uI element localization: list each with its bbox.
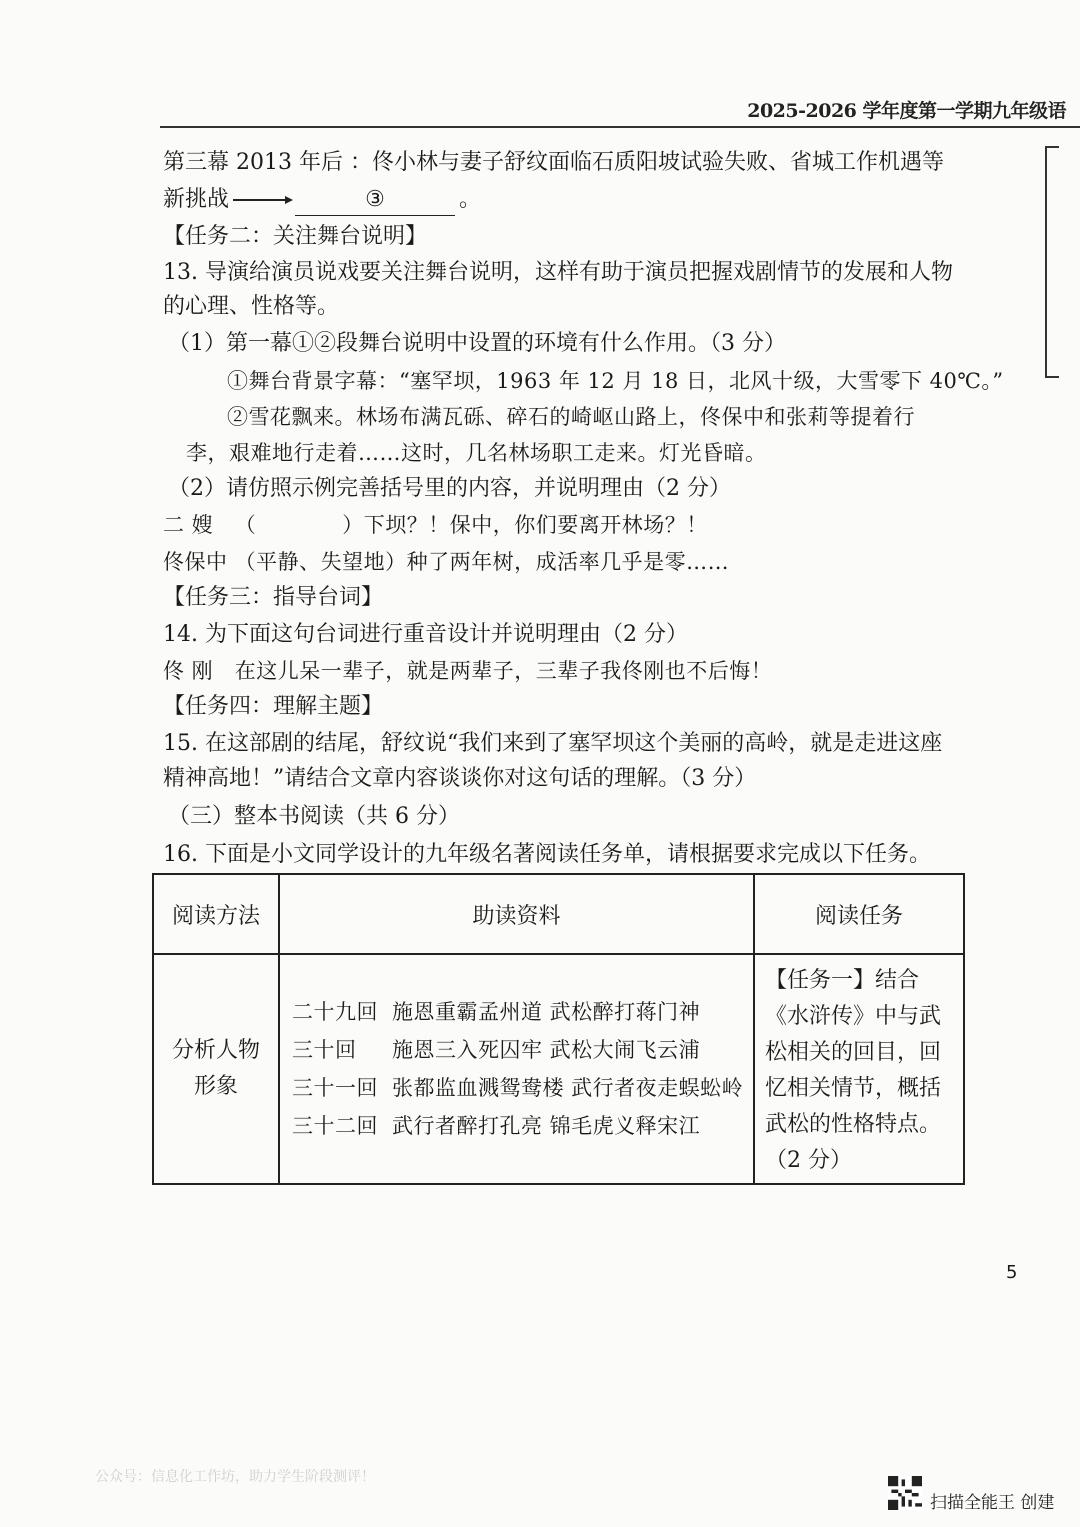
q13-line1: 13. 导演给演员说戏要关注舞台说明，这样有助于演员把握戏剧情节的发展和人物 <box>163 260 953 285</box>
act3-line2 <box>163 185 481 216</box>
table-header-row <box>153 874 964 954</box>
method-line: 分析人物 <box>171 1038 260 1063</box>
chapters-cell <box>279 954 754 1184</box>
q13-sub2: （2）请仿照示例完善括号里的内容，并说明理由（2 分） <box>168 476 731 501</box>
qr-code-icon <box>888 1476 922 1510</box>
chapter-title: 施恩三入死囚牢 武松大闹飞云浦 <box>392 1038 701 1062</box>
header-rule <box>160 126 1080 128</box>
dialog-line-2: 佟保中 （平静、失望地）种了两年树，成活率几乎是零…… <box>163 550 730 574</box>
table-header: 助读资料 <box>279 874 754 954</box>
binding-bracket <box>1045 146 1059 378</box>
table-header: 阅读任务 <box>754 874 964 954</box>
chapter-title: 施恩重霸孟州道 武松醉打蒋门神 <box>392 1000 701 1024</box>
q15-line2: 精神高地！”请结合文章内容谈谈你对这句话的理解。（3 分） <box>163 766 757 791</box>
act3-line2-end: 。 <box>459 187 482 212</box>
answer-blank-3[interactable]: ③ <box>295 185 455 216</box>
chapter-title: 武行者醉打孔亮 锦毛虎义释宋江 <box>392 1114 701 1138</box>
table-row <box>153 954 964 1184</box>
chapter-title: 张都监血溅鸳鸯楼 武行者夜走蜈蚣岭 <box>392 1076 744 1100</box>
table-header: 阅读方法 <box>153 874 279 954</box>
q13-line2: 的心理、性格等。 <box>163 294 340 319</box>
method-line: 形象 <box>193 1074 238 1099</box>
reading-task-table <box>152 873 965 1185</box>
exam-header-title: 2025-2026 学年度第一学期九年级语 <box>747 100 1066 122</box>
q14: 14. 为下面这句台词进行重音设计并说明理由（2 分） <box>163 622 688 647</box>
chapter-item <box>292 1031 752 1069</box>
stage-direction-1: ①舞台背景字幕：“塞罕坝，1963 年 12 月 18 日，北风十级，大雪零下 40℃。” <box>227 369 1004 393</box>
chapter-num: 三十回 <box>292 1038 357 1062</box>
page-number: 5 <box>1006 1262 1018 1283</box>
dialog-line-1: 二 嫂 （ ）下坝？！保中，你们要离开林场？！ <box>163 513 708 537</box>
chapter-num: 二十九回 <box>292 1000 378 1024</box>
method-cell <box>153 954 279 1184</box>
stage-direction-2b: 李，艰难地行走着……这时，几名林场职工走来。灯光昏暗。 <box>186 441 767 465</box>
section3-heading: （三）整本书阅读（共 6 分） <box>168 804 460 829</box>
scanner-credit: 扫描全能王 创建 <box>930 1493 1055 1513</box>
task2-heading: 【任务二：关注舞台说明】 <box>163 224 428 249</box>
chapter-item <box>292 993 752 1031</box>
stage-direction-2a: ②雪花飘来。林场布满瓦砾、碎石的崎岖山路上，佟保中和张莉等提着行 <box>227 405 915 429</box>
script-line: 佟 刚 在这儿呆一辈子，就是两辈子，三辈子我佟刚也不后悔！ <box>163 659 773 683</box>
act3-line2-prefix: 新挑战 <box>163 187 230 212</box>
act3-line1: 第三幕 2013 年后 ：佟小林与妻子舒纹面临石质阳坡试验失败、省城工作机遇等 <box>163 150 944 175</box>
chapter-item <box>292 1069 752 1107</box>
chapter-num: 三十一回 <box>292 1076 378 1100</box>
task-cell: 【任务一】结合《水浒传》中与武松相关的回目，回忆相关情节，概括武松的性格特点。（2 分） <box>754 954 964 1184</box>
chapter-num: 三十二回 <box>292 1114 378 1138</box>
q13-sub1: （1）第一幕①②段舞台说明中设置的环境有什么作用。（3 分） <box>168 331 786 356</box>
arrow-icon <box>233 199 291 201</box>
q16: 16. 下面是小文同学设计的九年级名著阅读任务单，请根据要求完成以下任务。 <box>163 842 931 867</box>
watermark-text: 公众号：信息化工作坊，助力学生阶段测评！ <box>95 1469 375 1485</box>
task4-heading: 【任务四：理解主题】 <box>163 694 384 719</box>
task3-heading: 【任务三：指导台词】 <box>163 585 384 610</box>
chapter-item <box>292 1107 752 1145</box>
q15-line1: 15. 在这部剧的结尾，舒纹说“我们来到了塞罕坝这个美丽的高岭，就是走进这座 <box>163 731 943 756</box>
